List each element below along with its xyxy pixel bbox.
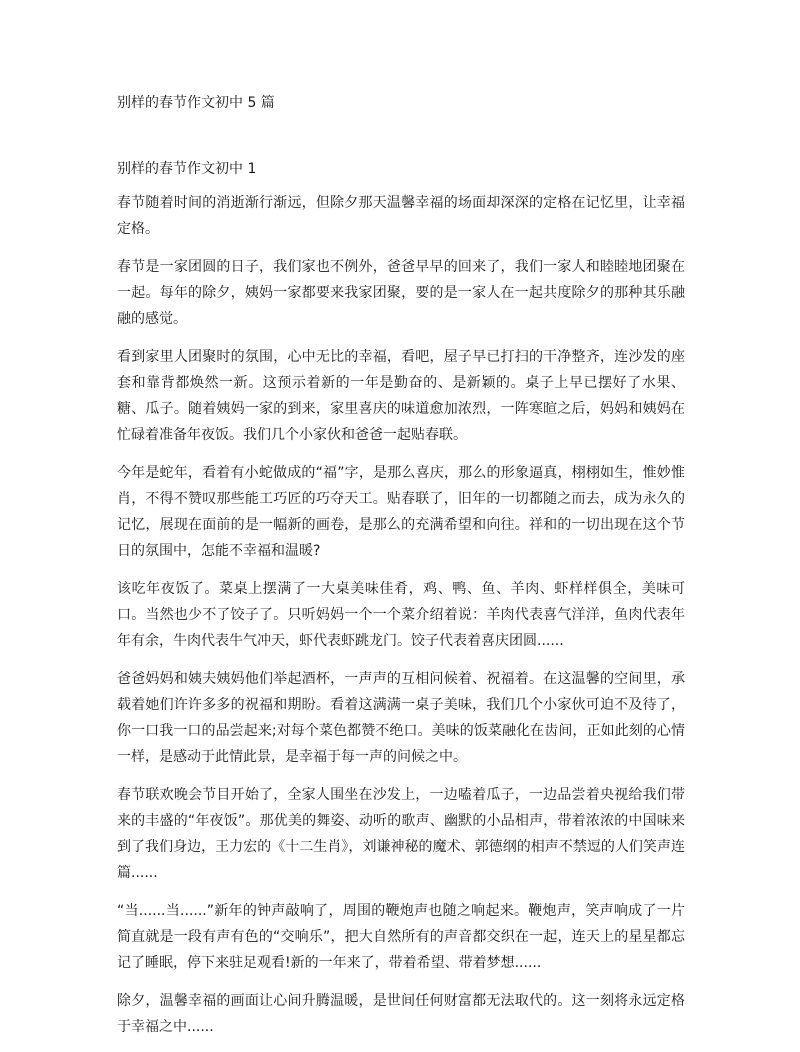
paragraph-9: 除夕，温馨幸福的画面让心间升腾温暖，是世间任何财富都无法取代的。这一刻将永远定格于幸福之中...... [117, 993, 685, 1035]
paragraph-6: 爸爸妈妈和姨夫姨妈他们举起酒杯，一声声的互相问候着、祝福着。在这温馨的空间里，承载着她们许许多多的祝福和期盼。看着这满满一桌子美味，我们几个小家伙可迫不及待了，你一口我一口的品尝起来;对每个菜色都赞不绝口。美味的饭菜融化在齿间，正如此刻的心情一样，是感动于此情此景，是幸福于每一声的问候之中。 [117, 671, 685, 765]
paragraph-5: 该吃年夜饭了。菜桌上摆满了一大桌美味佳肴，鸡、鸭、鱼、羊肉、虾样样俱全，美味可口。当然也少不了饺子了。只听妈妈一个一个菜介绍着说：羊肉代表喜气洋洋，鱼肉代表年年有余，牛肉代表牛气冲天，虾代表虾跳龙门。饺子代表着喜庆团圆...... [117, 581, 685, 649]
paragraph-8: “当......当......”新年的钟声敲响了，周围的鞭炮声也随之响起来。鞭炮声，笑声响成了一片简直就是一段有声有色的“交响乐”，把大自然所有的声音都交织在一起，连天上的星星都忘记了睡眠，停下来驻足观看!新的一年来了，带着希望、带着梦想...... [117, 903, 685, 971]
essay-body [117, 190, 685, 1052]
essay-subtitle: 别样的春节作文初中 1 [117, 161, 257, 177]
paragraph-3: 看到家里人团聚时的氛围，心中无比的幸福，看吧，屋子早已打扫的干净整齐，连沙发的座套和靠背都焕然一新。这预示着新的一年是勤奋的、是新颖的。桌子上早已摆好了水果、糖、瓜子。随着姨妈一家的到来，家里喜庆的味道愈加浓烈，一阵寒暄之后，妈妈和姨妈在忙碌着准备年夜饭。我们几个小家伙和爸爸一起贴春联。 [117, 349, 685, 443]
paragraph-2: 春节是一家团圆的日子，我们家也不例外，爸爸早早的回来了，我们一家人和睦睦地团聚在一起。每年的除夕，姨妈一家都要来我家团聚，要的是一家人在一起共度除夕的那种其乐融融的感觉。 [117, 259, 685, 327]
paragraph-7: 春节联欢晚会节目开始了，全家人围坐在沙发上，一边嗑着瓜子，一边品尝着央视给我们带来的丰盛的“年夜饭”。那优美的舞姿、动听的歌声、幽默的小品相声，带着浓浓的中国味来到了我们身边，王力宏的《十二生肖》，刘谦神秘的魔术、郭德纲的相声不禁逗的人们笑声连篇...... [117, 787, 685, 881]
document-title: 别样的春节作文初中 5 篇 [117, 95, 275, 111]
paragraph-1: 春节随着时间的消逝渐行渐远，但除夕那天温馨幸福的场面却深深的定格在记忆里，让幸福定格。 [117, 195, 685, 237]
paragraph-4: 今年是蛇年，看着有小蛇做成的“福”字，是那么喜庆，那么的形象逼真，栩栩如生，惟妙惟肖，不得不赞叹那些能工巧匠的巧夺天工。贴春联了，旧年的一切都随之而去，成为永久的记忆，展现在面前的是一幅新的画卷，是那么的充满希望和向往。祥和的一切出现在这个节日的氛围中，怎能不幸福和温暖? [117, 465, 685, 559]
